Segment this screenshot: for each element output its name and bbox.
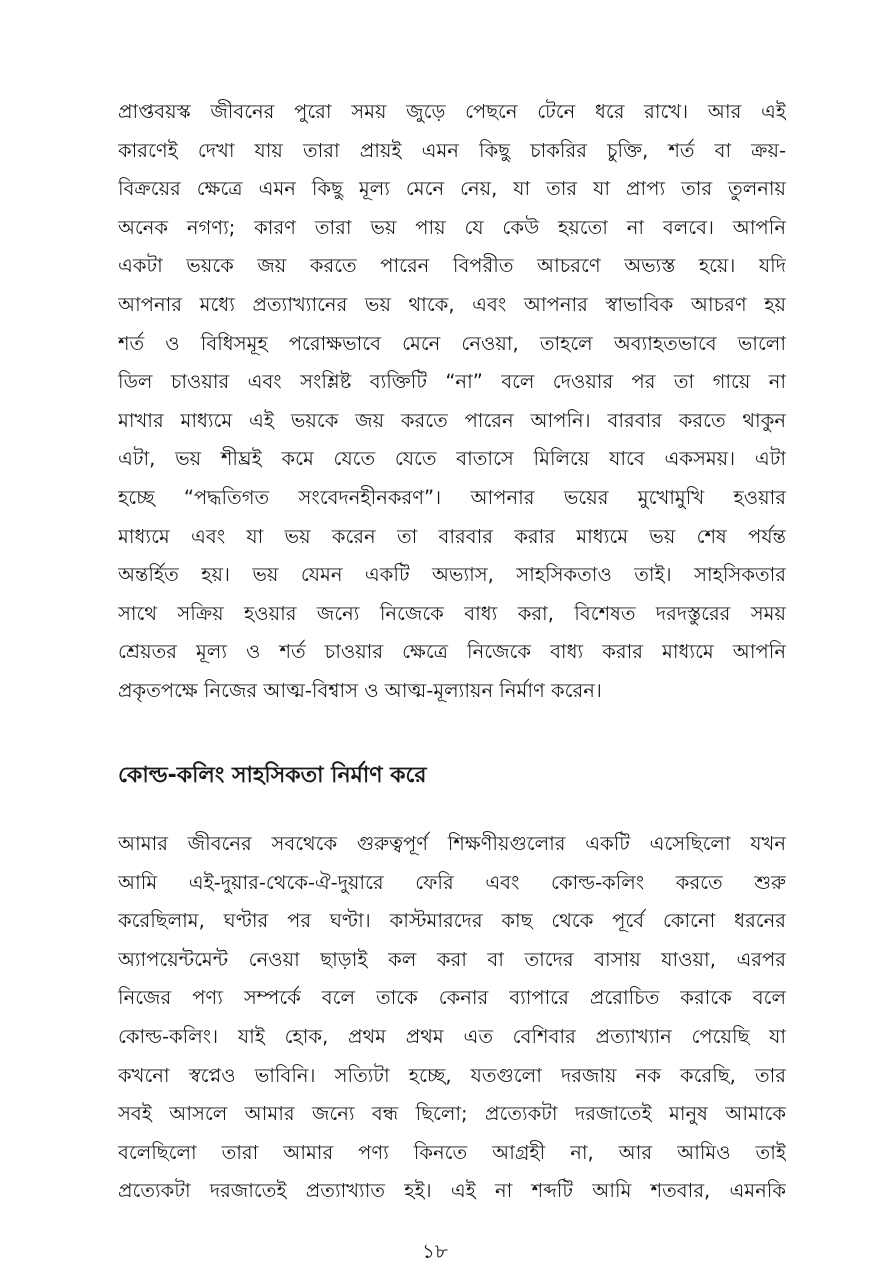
text-line: প্রত্যেকটা দরজাতেই প্রত্যাখ্যাত হই। এই না শব্দটি আমি শতবার, এমনকি xyxy=(118,1179,786,1203)
text-line: সবই আসলে আমার জন্যে বন্ধ ছিলো; প্রত্যেকটা দরজাতেই মানুষ আমাকে xyxy=(118,1102,786,1126)
text-line: শ্রেয়তর মূল্য ও শর্ত চাওয়ার ক্ষেত্রে নিজেকে বাধ্য করার মাধ্যমে আপনি xyxy=(118,640,786,664)
body-paragraph-1 xyxy=(118,93,786,711)
section-heading: কোল্ড-কলিং সাহসিকতা নির্মাণ করে xyxy=(118,763,427,788)
text-line: কারণেই দেখা যায় তারা প্রায়ই এমন কিছু চাকরির চুক্তি, শর্ত বা ক্রয়- xyxy=(118,138,786,162)
text-line: একটা ভয়কে জয় করতে পারেন বিপরীত আচরণে অভ্যস্ত হয়ে। যদি xyxy=(118,254,786,278)
text-line: বিক্রয়ের ক্ষেত্রে এমন কিছু মূল্য মেনে নেয়, যা তার যা প্রাপ্য তার তুলনায় xyxy=(118,177,786,201)
text-line: এটা, ভয় শীঘ্রই কমে যেতে যেতে বাতাসে মিলিয়ে যাবে একসময়। এটা xyxy=(118,447,786,471)
page-number: ১৮ xyxy=(422,1239,448,1263)
text-line: হচ্ছে “পদ্ধতিগত সংবেদনহীনকরণ”। আপনার ভয়ের মুখোমুখি হওয়ার xyxy=(118,485,786,509)
text-line: আমি এই-দুয়ার-থেকে-ঐ-দুয়ারে ফেরি এবং কোল্ড-কলিং করতে শুরু xyxy=(118,870,786,894)
text-line: অ্যাপয়েন্টমেন্ট নেওয়া ছাড়াই কল করা বা তাদের বাসায় যাওয়া, এরপর xyxy=(118,947,786,971)
text-line: শর্ত ও বিধিসমূহ পরোক্ষভাবে মেনে নেওয়া, তাহলে অব্যাহতভাবে ভালো xyxy=(118,331,786,355)
text-line: মাখার মাধ্যমে এই ভয়কে জয় করতে পারেন আপনি। বারবার করতে থাকুন xyxy=(118,408,786,432)
text-line: আপনার মধ্যে প্রত্যাখ্যানের ভয় থাকে, এবং আপনার স্বাভাবিক আচরণ হয় xyxy=(118,292,786,316)
text-line: কখনো স্বপ্নেও ভাবিনি। সত্যিটা হচ্ছে, যতগুলো দরজায় নক করেছি, তার xyxy=(118,1063,786,1087)
text-line: আমার জীবনের সবথেকে গুরুত্বপূর্ণ শিক্ষণীয়গুলোর একটি এসেছিলো যখন xyxy=(118,832,786,855)
text-line: প্রকৃতপক্ষে নিজের আত্ম-বিশ্বাস ও আত্ম-মূল্যায়ন নির্মাণ করেন। xyxy=(118,678,602,702)
text-line: করেছিলাম, ঘণ্টার পর ঘণ্টা। কাস্টমারদের কাছ থেকে পূর্বে কোনো ধরনের xyxy=(118,909,786,933)
text-line: মাধ্যমে এবং যা ভয় করেন তা বারবার করার মাধ্যমে ভয় শেষ পর্যন্ত xyxy=(118,524,786,548)
text-line: ডিল চাওয়ার এবং সংশ্লিষ্ট ব্যক্তিটি “না” বলে দেওয়ার পর তা গায়ে না xyxy=(118,370,786,394)
text-line: সাথে সক্রিয় হওয়ার জন্যে নিজেকে বাধ্য করা, বিশেষত দরদস্তুরের সময় xyxy=(118,601,786,625)
text-line: অনেক নগণ্য; কারণ তারা ভয় পায় যে কেউ হয়তো না বলবে। আপনি xyxy=(118,215,786,239)
text-line: নিজের পণ্য সম্পর্কে বলে তাকে কেনার ব্যাপারে প্ররোচিত করাকে বলে xyxy=(118,986,786,1010)
text-line: বলেছিলো তারা আমার পণ্য কিনতে আগ্রহী না, আর আমিও তাই xyxy=(118,1140,786,1164)
text-line: প্রাপ্তবয়স্ক জীবনের পুরো সময় জুড়ে পেছনে টেনে ধরে রাখে। আর এই xyxy=(118,100,786,123)
body-paragraph-2 xyxy=(118,825,786,1211)
text-line: কোল্ড-কলিং। যাই হোক, প্রথম প্রথম এত বেশিবার প্রত্যাখ্যান পেয়েছি যা xyxy=(118,1024,786,1048)
text-line: অন্তর্হিত হয়। ভয় যেমন একটি অভ্যাস, সাহসিকতাও তাই। সাহসিকতার xyxy=(118,563,786,587)
